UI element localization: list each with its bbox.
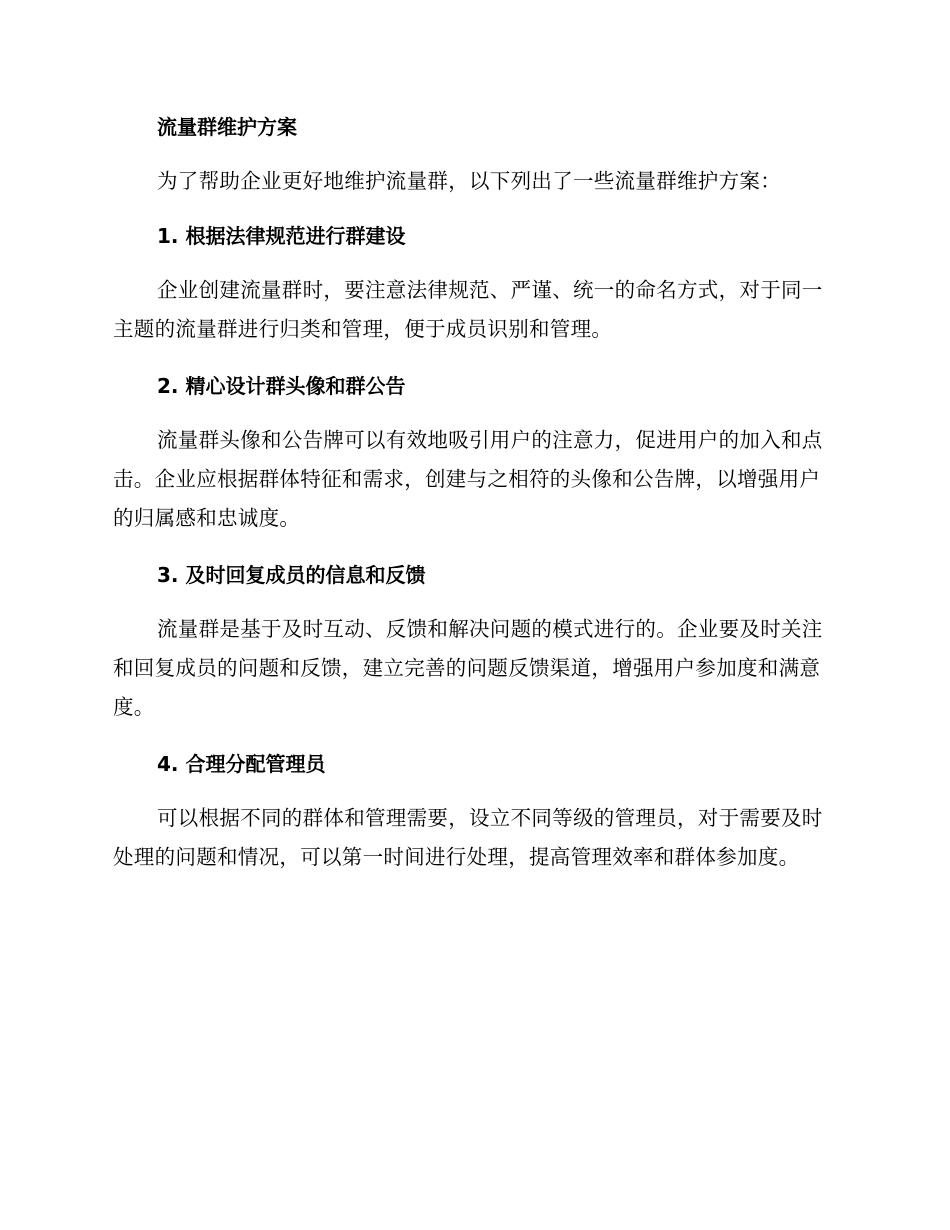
- section-body-4: 可以根据不同的群体和管理需要，设立不同等级的管理员，对于需要及时处理的问题和情况，可以第一时间进行处理，提高管理效率和群体参加度。: [113, 806, 823, 869]
- section-body-3: 流量群是基于及时互动、反馈和解决问题的模式进行的。企业要及时关注和回复成员的问题和反馈，建立完善的问题反馈渠道，增强用户参加度和满意度。: [113, 617, 823, 719]
- section-heading-3: 3. 及时回复成员的信息和反馈: [157, 563, 426, 587]
- section-body-1: 企业创建流量群时，要注意法律规范、严谨、统一的命名方式，对于同一主题的流量群进行归类和管理，便于成员识别和管理。: [113, 278, 823, 341]
- section-body-2: 流量群头像和公告牌可以有效地吸引用户的注意力，促进用户的加入和点击。企业应根据群体特征和需求，创建与之相符的头像和公告牌，以增强用户的归属感和忠诚度。: [113, 428, 823, 530]
- section-heading-1: 1. 根据法律规范进行群建设: [157, 224, 406, 248]
- document-title: 流量群维护方案: [157, 115, 297, 139]
- document-content: [113, 108, 833, 877]
- section-heading-4: 4. 合理分配管理员: [157, 752, 326, 776]
- intro-paragraph: 为了帮助企业更好地维护流量群，以下列出了一些流量群维护方案：: [157, 169, 781, 193]
- section-heading-2: 2. 精心设计群头像和群公告: [157, 374, 406, 398]
